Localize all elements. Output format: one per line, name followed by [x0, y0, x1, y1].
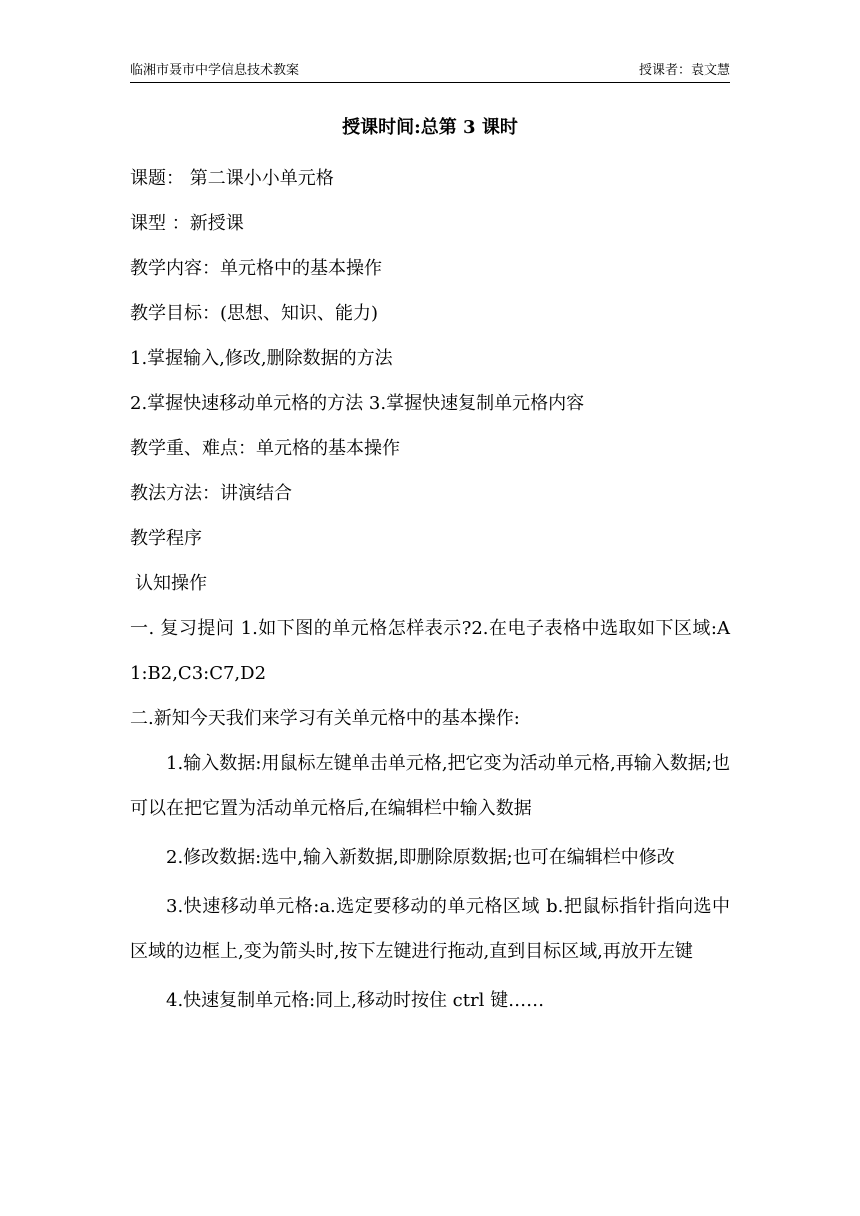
- lesson-cognition: 认知操作: [135, 573, 207, 594]
- page-header: [130, 60, 730, 82]
- lesson-procedure: 教学程序: [130, 528, 202, 549]
- lesson-topic: 课题： 第二课小小单元格: [130, 168, 334, 189]
- lesson-new-knowledge: 二.新知今天我们来学习有关单元格中的基本操作:: [130, 708, 520, 729]
- page-title: 授课时间:总第 3 课时: [342, 117, 518, 138]
- lesson-type: 课型 ：新授课: [130, 213, 244, 234]
- header-teacher: 授课者：袁文慧: [638, 63, 730, 78]
- lesson-body: [130, 156, 730, 1023]
- lesson-goal: 教学目标：(思想、知识、能力): [130, 303, 379, 324]
- lesson-key-points: 教学重、难点：单元格的基本操作: [130, 438, 400, 459]
- lesson-goal-1: 1.掌握输入,修改,删除数据的方法: [130, 348, 393, 369]
- header-divider: [130, 82, 730, 83]
- lesson-step-2: 2.修改数据:选中,输入新数据,即删除原数据;也可在编辑栏中修改: [166, 847, 675, 868]
- lesson-step-1: 1.输入数据:用鼠标左键单击单元格,把它变为活动单元格,再输入数据;也可以在把它置为活动单元格后,在编辑栏中输入数据: [130, 753, 730, 819]
- header-school: 临湘市聂市中学信息技术教案: [130, 63, 300, 78]
- lesson-content: 教学内容：单元格中的基本操作: [130, 258, 382, 279]
- lesson-step-4: 4.快速复制单元格:同上,移动时按住 ctrl 键……: [166, 990, 545, 1011]
- lesson-step-3: 3.快速移动单元格:a.选定要移动的单元格区域 b.把鼠标指针指向选中区域的边框上,变为箭头时,按下左键进行拖动,直到目标区域,再放开左键: [130, 896, 730, 962]
- lesson-method: 教法方法：讲演结合: [130, 483, 292, 504]
- lesson-goal-2-3: 2.掌握快速移动单元格的方法 3.掌握快速复制单元格内容: [130, 393, 585, 414]
- lesson-review: 一. 复习提问 1.如下图的单元格怎样表示?2.在电子表格中选取如下区域:A1:B2,C3:C7,D2: [130, 618, 730, 684]
